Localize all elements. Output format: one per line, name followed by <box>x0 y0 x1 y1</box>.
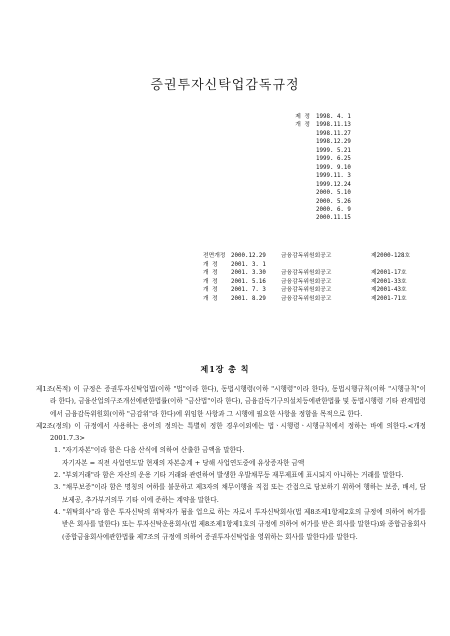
amendment-label: 개 정 <box>203 295 218 302</box>
amendment-date: 2001. 8.29 <box>231 295 266 302</box>
amendment-row <box>203 295 448 304</box>
history-row <box>266 206 446 214</box>
article-2: 제2조(정의) 이 규정에서 사용하는 용어의 정의는 특별히 정한 경우이외에는 법ㆍ시행령ㆍ시행규칙에서 정하는 바에 의한다.<개정 2001.7.3> <box>36 421 426 443</box>
history-label <box>266 130 316 138</box>
history-row <box>266 189 446 197</box>
history-label <box>266 138 316 146</box>
amendment-row <box>203 252 448 261</box>
amendment-org: 금융감독위원회공고 <box>281 295 332 302</box>
document-title: 증권투자신탁업감독규정 <box>150 78 300 93</box>
history-label <box>266 164 316 172</box>
history-date: 2000.11.15 <box>316 215 351 222</box>
amendment-row <box>203 269 448 278</box>
history-label <box>266 189 316 197</box>
history-date: 1999. 6.25 <box>316 156 351 163</box>
amendment-label: 개 정 <box>203 270 218 277</box>
history-row <box>266 121 446 129</box>
history-row <box>266 198 446 206</box>
document-body <box>36 383 426 543</box>
item-3: 3. "채무보증"이라 함은 명칭의 여하를 불문하고 제3자의 채무이행을 직접 또는 간접으로 담보하기 위하여 행하는 보증, 배서, 담보제공, 추가부거의무 기타 이에 준하는 계약을 말한다. <box>54 483 426 504</box>
history-date: 1999. 9.10 <box>316 164 351 171</box>
amendment-date: 2001. 7. 3 <box>231 287 266 294</box>
amendment-no: 제2000-128호 <box>371 253 411 259</box>
amendment-org: 금융감독위원회공고 <box>281 278 332 285</box>
history-date: 1998. 4. 1 <box>316 114 351 120</box>
item-4: 4. "위탁회사"라 함은 투자신탁의 위탁자가 됨을 업으로 하는 자로서 투자신탁회사(법 제8조제1항제2호의 규정에 의하여 허가를 받은 회사를 말한다) 또는 투자신탁운용회사(법 제8조제1항제1호의 규정에 의하여 허가를 받은 회사를 말한다)와 종합금융회사(종합금융회사에관한법률 제7조의 규정에 의하여 증권투자신탁업을 영위하는 회사를 말한다)를 말한다. <box>54 507 426 541</box>
amendment-org: 금융감독위원회공고 <box>281 253 332 259</box>
history-date: 2000. 5.26 <box>316 198 351 205</box>
history-row <box>266 155 446 163</box>
history-row <box>266 164 446 172</box>
amendment-history <box>203 252 448 304</box>
history-row <box>266 138 446 146</box>
history-label: 제 정 <box>295 114 310 120</box>
history-label <box>266 214 316 222</box>
amendment-row <box>203 278 448 287</box>
history-label <box>266 172 316 180</box>
amendment-no: 제2001-43호 <box>371 287 407 294</box>
amendment-org: 금융감독위원회공고 <box>281 270 332 277</box>
enactment-history <box>266 113 446 223</box>
article-1: 제1조(목적) 이 규정은 증권투자신탁업법(이하 "법"이라 한다), 동법시행령(이하 "시행령"이라 한다), 동법시행규칙(이하 "시행규칙"이라 한다), 금융산업의구조개선에관한법률(이하 "금산법"이라 한다), 금융감독기구의설치등에관한법률 및 동법시행령 기타 관계법령에서 금융감독위원회(이하 "금감위"라 한다)에 위임한 사항과 그 시행에 필요한 사항을 정함을 목적으로 한다. <box>36 385 426 418</box>
amendment-org: 금융감독위원회공고 <box>281 287 332 294</box>
history-label <box>266 206 316 214</box>
history-date: 2000. 5.10 <box>316 190 351 197</box>
amendment-label: 개 정 <box>203 278 218 285</box>
amendment-label: 전면개정 <box>203 253 226 259</box>
amendment-row <box>203 286 448 295</box>
amendment-date: 2001. 3.30 <box>231 270 266 277</box>
history-label <box>266 198 316 206</box>
amendment-no: 제2001-71호 <box>371 295 407 302</box>
amendment-date: 2000.12.29 <box>231 253 266 259</box>
history-row <box>266 113 446 121</box>
chapter-heading: 제1장 총 칙 <box>200 364 250 374</box>
history-row <box>266 214 446 222</box>
amendment-date: 2001. 3. 1 <box>231 261 266 268</box>
history-row <box>266 172 446 180</box>
history-label <box>266 147 316 155</box>
history-date: 2000. 6. 9 <box>316 206 351 213</box>
history-label: 개 정 <box>295 122 310 129</box>
history-label <box>266 155 316 163</box>
amendment-row <box>203 261 448 270</box>
item-1-formula: 자기자본 = 직전 사업연도말 현재의 자본총계 + 당해 사업연도중에 유상증자한 금액 <box>62 458 305 467</box>
amendment-label: 개 정 <box>203 287 218 294</box>
amendment-org <box>281 261 371 270</box>
history-date: 1999.12.24 <box>316 181 351 188</box>
history-row <box>266 181 446 189</box>
history-date: 1998.12.29 <box>316 139 351 146</box>
history-date: 1998.11.13 <box>316 122 351 129</box>
history-row <box>266 130 446 138</box>
amendment-date: 2001. 5.16 <box>231 278 266 285</box>
item-2: 2. "부외거래"라 함은 자산의 운용 기타 거래와 관련하여 발생한 우발채무등 재무제표에 표시되지 아니하는 거래를 말한다. <box>54 471 404 480</box>
history-date: 1999.11. 3 <box>316 173 351 180</box>
item-1: 1. "자기자본"이라 함은 다음 산식에 의하여 산출한 금액을 말한다. <box>54 446 245 455</box>
history-date: 1999. 5.21 <box>316 147 351 154</box>
amendment-no: 제2001-17호 <box>371 270 407 277</box>
history-label <box>266 181 316 189</box>
history-date: 1998.11.27 <box>316 130 351 137</box>
amendment-no: 제2001-33호 <box>371 278 407 285</box>
history-row <box>266 147 446 155</box>
amendment-label: 개 정 <box>203 261 218 268</box>
